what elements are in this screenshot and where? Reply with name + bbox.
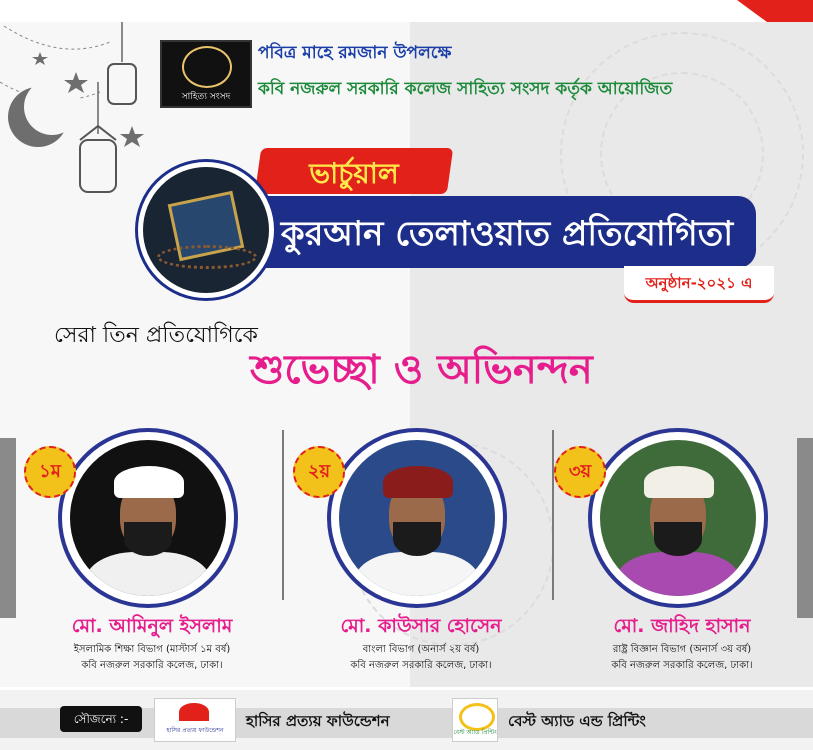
foundation-logo	[154, 698, 236, 742]
winner-beard	[124, 522, 172, 556]
ramadan-decoration	[0, 22, 160, 222]
crescent-moon-icon	[8, 79, 80, 147]
event-title: কুরআন তেলাওয়াত প্রতিযোগিতা	[280, 214, 734, 254]
printing-name: বেস্ট অ্যাড এন্ড প্রিন্টিং	[508, 712, 646, 730]
book-lamp-icon	[182, 46, 232, 88]
sponsor-label: সৌজন্যে :-	[60, 706, 142, 732]
winner-photo-frame	[592, 432, 764, 604]
rank-badge: ২য়	[293, 446, 345, 498]
winner-photo	[339, 440, 495, 596]
winner-card-2	[291, 432, 551, 682]
prayer-beads-icon	[157, 245, 257, 269]
lantern-icon	[80, 22, 136, 192]
winner-beard	[393, 522, 441, 556]
winner-card-3	[552, 432, 812, 682]
people-icon	[179, 703, 209, 721]
winner-shirt	[355, 552, 479, 596]
top-white-bar	[0, 0, 813, 22]
printing-logo	[452, 698, 498, 742]
winner-name: মো. আমিনুল ইসলাম	[71, 615, 233, 637]
winner-shirt	[616, 552, 740, 596]
rank-badge: ৩য়	[554, 446, 606, 498]
winner-card-1	[22, 432, 282, 682]
organizer-line: কবি নজরুল সরকারি কলেজ সাহিত্য সংসদ কর্তৃক আয়োজিত	[258, 79, 673, 99]
virtual-tag: ভার্চুয়াল	[309, 157, 399, 190]
society-logo	[160, 40, 252, 108]
winner-department: ইসলামিক শিক্ষা বিভাগ (মাস্টার্স ১ম বর্ষ)	[73, 644, 231, 655]
winner-cap	[644, 466, 714, 498]
foundation-name: হাসির প্রত্যয় ফাউন্ডেশন	[246, 712, 390, 730]
winner-photo-frame	[331, 432, 503, 604]
quran-image	[138, 162, 274, 298]
winner-cap	[114, 466, 184, 498]
rank-badge: ১ম	[24, 446, 76, 498]
printing-logo-caption: বেস্ট অ্যাড প্রিন্টিং	[453, 729, 497, 736]
foundation-logo-caption: হাসির প্রত্যয় ফাউন্ডেশন	[166, 727, 224, 734]
winner-photo-frame	[62, 432, 234, 604]
winner-department: রাষ্ট্র বিজ্ঞান বিভাগ (অনার্স ৩য় বর্ষ)	[612, 644, 752, 655]
event-year-tag: অনুষ্ঠান-২০২১ এ	[645, 274, 753, 292]
winner-beard	[654, 522, 702, 556]
winner-shirt	[86, 552, 210, 596]
winner-divider	[282, 430, 284, 600]
corner-accent	[737, 0, 767, 22]
winner-name: মো. জাহিদ হাসান	[613, 615, 751, 637]
winner-photo	[600, 440, 756, 596]
winner-name: মো. কাউসার হোসেন	[340, 615, 502, 637]
corner-accent	[767, 0, 813, 22]
winner-college: কবি নজরুল সরকারি কলেজ, ঢাকা।	[81, 660, 223, 671]
greeting-subtitle: সেরা তিন প্রতিযোগিকে	[54, 323, 258, 348]
winner-cap	[383, 466, 453, 498]
congratulations-heading: শুভেচ্ছা ও অভিনন্দন	[250, 347, 593, 393]
occasion-line: পবিত্র মাহে রমজান উপলক্ষে	[258, 43, 452, 63]
side-accent-left	[0, 438, 16, 618]
winner-college: কবি নজরুল সরকারি কলেজ, ঢাকা।	[611, 660, 753, 671]
winner-photo	[70, 440, 226, 596]
winner-department: বাংলা বিভাগ (অনার্স ২য় বর্ষ)	[362, 644, 480, 655]
winner-college: কবি নজরুল সরকারি কলেজ, ঢাকা।	[350, 660, 492, 671]
logo-caption: সাহিত্য সংসদ	[181, 92, 231, 102]
